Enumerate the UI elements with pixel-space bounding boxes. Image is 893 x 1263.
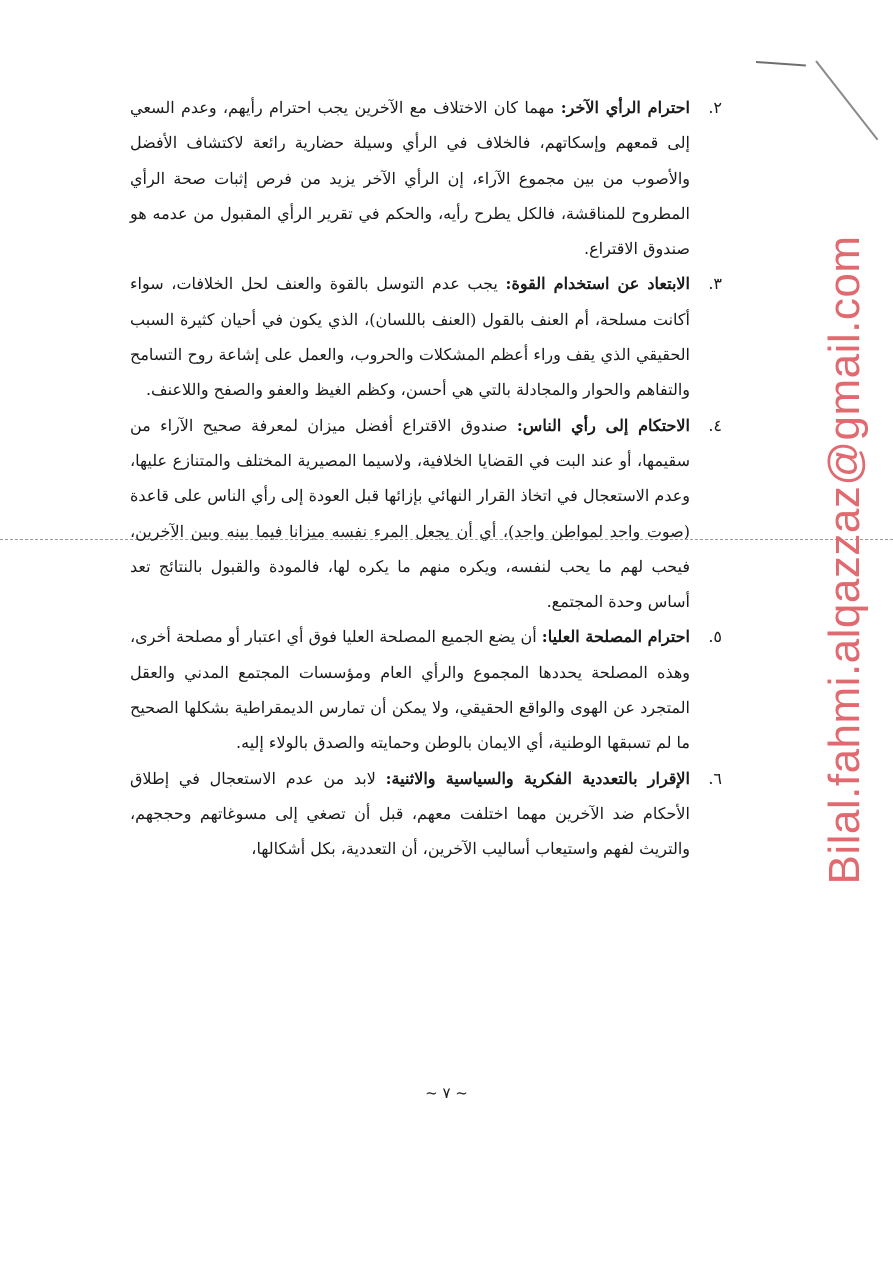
item-text: لابد من عدم الاستعجال في إطلاق الأحكام ضد الآخرين مهما اختلفت معهم، قبل أن تصغي إلى مسوغاتهم وحججهم، والتريث لفهم واستيعاب أساليب الآخرين، أن التعددية، بكل أشكالها، bbox=[130, 768, 690, 859]
item-number: ٢. bbox=[708, 98, 722, 117]
item-title: الإقرار بالتعددية الفكرية والسياسية والاثنية: bbox=[385, 768, 690, 788]
item-number: ٦. bbox=[708, 768, 722, 788]
item-number: ٤. bbox=[708, 415, 722, 435]
item-title: احترام الرأي الآخر: bbox=[560, 98, 690, 117]
list-item bbox=[130, 619, 722, 760]
document-body bbox=[130, 90, 722, 867]
list-item bbox=[130, 761, 722, 867]
page-number: ~ ٧ ~ bbox=[425, 1084, 468, 1102]
item-number: ٣. bbox=[708, 274, 722, 294]
item-text: أن يضع الجميع المصلحة العليا فوق أي اعتبار أو مصلحة أخرى، وهذه المصلحة يحددها المجموع والرأي العام ومؤسسات المجتمع المدني والعقل المتجرد عن الهوى والواقع الحقيقي، ولا يمكن أن تمارس الديمقراطية بشكلها الصحيح ما لم تسبقها الوطنية، أي الايمان بالوطن وحمايته والصدق بالولاء إليه. bbox=[130, 627, 690, 753]
list-item bbox=[130, 408, 722, 620]
item-title: احترام المصلحة العليا: bbox=[541, 627, 690, 647]
item-number: ٥. bbox=[708, 627, 722, 647]
list-item bbox=[130, 266, 722, 407]
email-watermark: Bilal.fahmi.alqazzaz@gmail.com bbox=[820, 235, 869, 885]
item-text: يجب عدم التوسل بالقوة والعنف لحل الخلافات، سواء أكانت مسلحة، أم العنف بالقول (العنف باللسان)، الذي يكون في أحيان كثيرة السبب الحقيقي الذي يقف وراء أعظم المشكلات والحروب، والعمل على إشاعة روح التسامح والتفاهم والحوار والمجادلة بالتي هي أحسن، وكظم الغيظ والعفو والصفح واللاعنف. bbox=[130, 274, 690, 400]
item-text: مهما كان الاختلاف مع الآخرين يجب احترام رأيهم، وعدم السعي إلى قمعهم وإسكاتهم، فالخلاف في الرأي وسيلة حضارية رائعة لاكتشاف الأفضل والأصوب من بين مجموع الآراء، إن الرأي الآخر يزيد من فرص إثبات صحة الرأي المطروح للمناقشة، فالكل يطرح رأيه، والحكم في تقرير الرأي المقبول من عدمه هو صندوق الاقتراع. bbox=[130, 98, 691, 259]
item-title: الاحتكام إلى رأي الناس: bbox=[516, 415, 691, 435]
list-item bbox=[130, 90, 722, 266]
item-title: الابتعاد عن استخدام القوة: bbox=[505, 274, 690, 294]
scan-artifact-diagonal bbox=[815, 60, 878, 140]
scan-artifact-line bbox=[756, 61, 806, 66]
item-text: صندوق الاقتراع أفضل ميزان لمعرفة صحيح الآراء من سقيمها، أو عند البت في القضايا الخلافية، ولاسيما المصيرية المختلف والمتنازع عليها، وعدم الاستعجال في اتخاذ القرار النهائي بإزائها قبل العودة إلى رأي الناس على قاعدة (صوت واحد لمواطن واحد)، أي أن يجعل المرء نفسه ميزانا فيما بينه وبين الآخرين، فيحب لهم ما يحب لنفسه، ويكره منهم ما يكره لها، فالمودة والقبول بالنتائج تعد أساس وحدة المجتمع. bbox=[130, 415, 690, 612]
